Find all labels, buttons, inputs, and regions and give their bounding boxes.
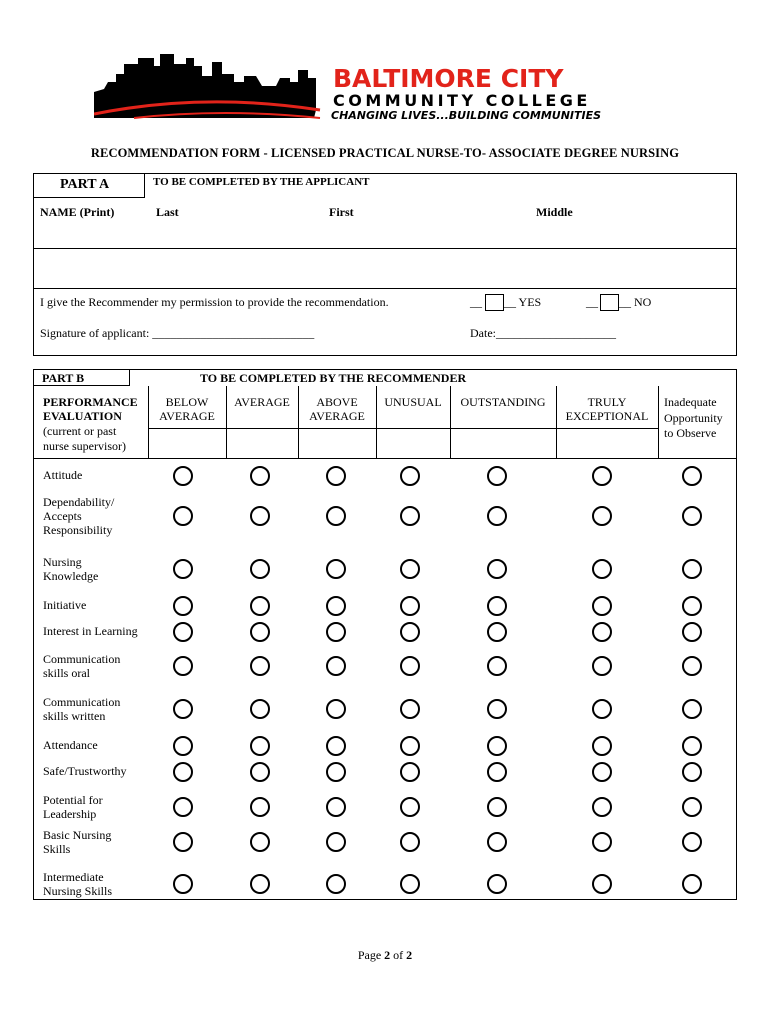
rating-radio[interactable] (326, 832, 346, 852)
rating-radio[interactable] (487, 622, 507, 642)
rating-radio[interactable] (326, 466, 346, 486)
rating-radio[interactable] (592, 762, 612, 782)
rating-radio[interactable] (326, 762, 346, 782)
criterion-label: Dependability/ Accepts Responsibility (43, 495, 115, 537)
rating-radio[interactable] (400, 762, 420, 782)
rating-radio[interactable] (682, 832, 702, 852)
divider (33, 288, 737, 289)
no-label: __ NO (619, 295, 652, 309)
divider (33, 458, 737, 459)
rating-radio[interactable] (173, 559, 193, 579)
rating-radio[interactable] (400, 832, 420, 852)
rating-radio[interactable] (487, 832, 507, 852)
rating-radio[interactable] (400, 797, 420, 817)
no-prefix: __ (586, 295, 598, 309)
rating-radio[interactable] (592, 506, 612, 526)
rating-radio[interactable] (326, 797, 346, 817)
col-inadequate-opportunity: Inadequate Opportunity to Observe (664, 395, 723, 440)
rating-radio[interactable] (250, 874, 270, 894)
rating-radio[interactable] (173, 656, 193, 676)
eval-heading-1: PERFORMANCE (43, 395, 138, 409)
first-name-label: First (329, 205, 354, 219)
criterion-label: Potential for Leadership (43, 793, 103, 821)
rating-radio[interactable] (326, 656, 346, 676)
part-b-label: PART B (42, 371, 85, 385)
criterion-label: Initiative (43, 598, 87, 612)
rating-radio[interactable] (173, 466, 193, 486)
rating-radio[interactable] (682, 622, 702, 642)
rating-radio[interactable] (400, 622, 420, 642)
name-print-label: NAME (Print) (40, 205, 115, 219)
rating-radio[interactable] (173, 596, 193, 616)
rating-radio[interactable] (326, 506, 346, 526)
part-a-instruction: TO BE COMPLETED BY THE APPLICANT (153, 176, 370, 188)
rating-radio[interactable] (592, 622, 612, 642)
rating-radio[interactable] (250, 466, 270, 486)
college-tagline: CHANGING LIVES...BUILDING COMMUNITIES (331, 109, 602, 122)
rating-radio[interactable] (250, 622, 270, 642)
divider (148, 428, 658, 429)
criterion-label: Safe/Trustworthy (43, 764, 127, 778)
yes-prefix: __ (470, 295, 482, 309)
col-average: AVERAGE (234, 395, 290, 409)
rating-radio[interactable] (250, 699, 270, 719)
rating-radio[interactable] (592, 559, 612, 579)
rating-radio[interactable] (592, 797, 612, 817)
rating-radio[interactable] (250, 736, 270, 756)
rating-radio[interactable] (682, 874, 702, 894)
skyline-icon (94, 52, 634, 122)
rating-radio[interactable] (173, 832, 193, 852)
col-truly-exceptional: TRULY EXCEPTIONAL (565, 395, 649, 423)
rating-radio[interactable] (250, 596, 270, 616)
rating-radio[interactable] (326, 736, 346, 756)
rating-radio[interactable] (326, 699, 346, 719)
rating-radio[interactable] (487, 656, 507, 676)
rating-radio[interactable] (592, 656, 612, 676)
rating-radio[interactable] (173, 797, 193, 817)
rating-radio[interactable] (400, 506, 420, 526)
college-name-line1: BALTIMORE CITY (333, 64, 564, 93)
rating-radio[interactable] (682, 699, 702, 719)
divider (33, 248, 737, 249)
rating-radio[interactable] (326, 559, 346, 579)
rating-radio[interactable] (400, 466, 420, 486)
rating-radio[interactable] (592, 596, 612, 616)
signature-field[interactable]: Signature of applicant: ___________________________ (40, 326, 315, 340)
rating-radio[interactable] (592, 874, 612, 894)
rating-radio[interactable] (487, 559, 507, 579)
rating-radio[interactable] (487, 596, 507, 616)
rating-radio[interactable] (400, 699, 420, 719)
criterion-label: Basic Nursing Skills (43, 828, 112, 856)
college-logo (94, 52, 634, 122)
criterion-label: Intermediate Nursing Skills (43, 870, 113, 898)
rating-radio[interactable] (400, 559, 420, 579)
rating-radio[interactable] (592, 736, 612, 756)
last-name-label: Last (156, 205, 179, 219)
eval-sub-2: nurse supervisor) (43, 439, 126, 453)
rating-radio[interactable] (250, 506, 270, 526)
rating-radio[interactable] (487, 506, 507, 526)
criterion-label: Nursing Knowledge (43, 555, 99, 583)
col-above-average: ABOVE AVERAGE (309, 395, 365, 423)
part-b-section (33, 369, 737, 900)
rating-radio[interactable] (592, 466, 612, 486)
rating-radio[interactable] (173, 622, 193, 642)
no-checkbox[interactable] (600, 294, 619, 311)
col-outstanding: OUTSTANDING (460, 395, 546, 409)
college-name-line2: COMMUNITY COLLEGE (333, 91, 591, 110)
criterion-label: Communication skills written (43, 695, 121, 723)
criterion-label: Interest in Learning (43, 624, 138, 638)
rating-radio[interactable] (326, 596, 346, 616)
rating-radio[interactable] (326, 874, 346, 894)
part-b-instruction: TO BE COMPLETED BY THE RECOMMENDER (200, 371, 467, 385)
rating-radio[interactable] (682, 762, 702, 782)
rating-radio[interactable] (682, 559, 702, 579)
rating-radio[interactable] (250, 832, 270, 852)
page-number: Page 2 of 2 (357, 948, 413, 962)
eval-heading-2: EVALUATION (43, 409, 122, 423)
rating-radio[interactable] (682, 736, 702, 756)
part-a-label: PART A (60, 177, 110, 192)
eval-sub-1: (current or past (43, 424, 117, 438)
criterion-label: Attendance (43, 738, 98, 752)
rating-radio[interactable] (487, 797, 507, 817)
rating-radio[interactable] (487, 466, 507, 486)
rating-radio[interactable] (326, 622, 346, 642)
rating-radio[interactable] (250, 656, 270, 676)
form-title: RECOMMENDATION FORM - LICENSED PRACTICAL NURSE-TO- ASSOCIATE DEGREE NURSING (90, 146, 680, 160)
rating-radio[interactable] (682, 797, 702, 817)
yes-label: __ YES (504, 295, 542, 309)
rating-radio[interactable] (487, 762, 507, 782)
rating-radio[interactable] (173, 736, 193, 756)
criterion-label: Attitude (43, 468, 83, 482)
divider (658, 386, 659, 458)
rating-radio[interactable] (400, 874, 420, 894)
col-below-average: BELOW AVERAGE (159, 395, 215, 423)
rating-radio[interactable] (487, 874, 507, 894)
middle-name-label: Middle (536, 205, 573, 219)
rating-radio[interactable] (400, 736, 420, 756)
rating-radio[interactable] (173, 506, 193, 526)
rating-radio[interactable] (682, 466, 702, 486)
date-field[interactable]: Date:____________________ (470, 326, 616, 340)
rating-radio[interactable] (400, 596, 420, 616)
criterion-label: Communication skills oral (43, 652, 121, 680)
rating-radio[interactable] (173, 874, 193, 894)
rating-radio[interactable] (173, 699, 193, 719)
rating-radio[interactable] (592, 832, 612, 852)
rating-radio[interactable] (487, 736, 507, 756)
permission-text: I give the Recommender my permission to provide the recommendation. (40, 295, 389, 309)
rating-radio[interactable] (250, 797, 270, 817)
col-unusual: UNUSUAL (384, 395, 442, 409)
rating-radio[interactable] (682, 506, 702, 526)
rating-radio[interactable] (682, 656, 702, 676)
rating-radio[interactable] (400, 656, 420, 676)
rating-radio[interactable] (250, 762, 270, 782)
rating-radio[interactable] (173, 762, 193, 782)
rating-radio[interactable] (682, 596, 702, 616)
rating-radio[interactable] (250, 559, 270, 579)
rating-radio[interactable] (487, 699, 507, 719)
yes-checkbox[interactable] (485, 294, 504, 311)
rating-radio[interactable] (592, 699, 612, 719)
